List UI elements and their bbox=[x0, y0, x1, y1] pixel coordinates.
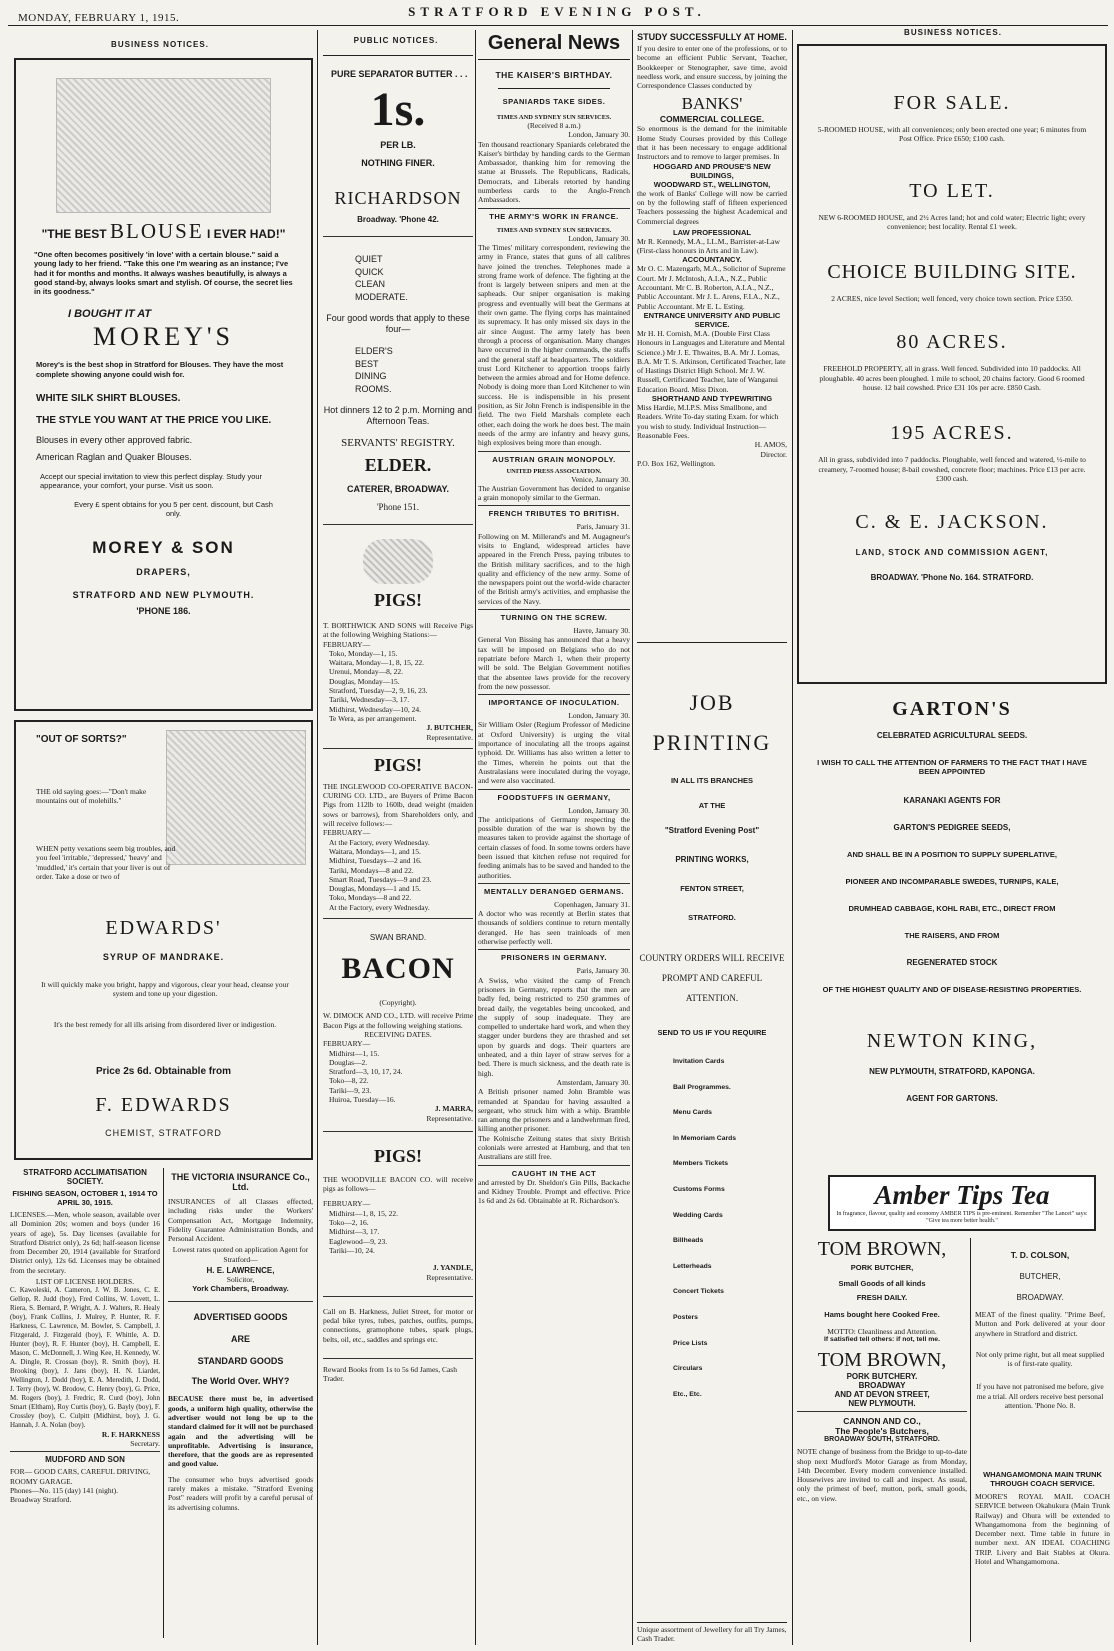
amber-sub: In fragrance, flavour, quality and economy AMBER TIPS is pre-eminent. Remember "The Lancet" says: "Give tea more better health." bbox=[836, 1211, 1088, 1224]
dateline: Havre, January 30. bbox=[573, 626, 630, 636]
land-agent: LAND, STOCK AND COMMISSION AGENT, bbox=[855, 548, 1049, 558]
price-1s: 1s. bbox=[370, 83, 426, 136]
accountancy-head: ACCOUNTANCY. bbox=[682, 255, 742, 265]
yandle-name: J. YANDLE, bbox=[432, 1263, 473, 1273]
whanga-coach-ad bbox=[975, 1470, 1110, 1566]
inglewood-body: THE INGLEWOOD CO-OPERATIVE BACON-CURING CO. LTD., are Buyers of Prime Bacon Pigs from 112lb to 160lb, dead weight (maiden sows or barrows), from Shareholders only, and will receive follows:— bbox=[323, 781, 473, 829]
army-body: The Times' military correspondent, reviewing the army in France, states that guns of all calibres have joined the trenches. Telephones made a strong frame work of defence. The fighting at the front is largely between snipers and men at the sapheads. Our sniper organisation is making progress and eventually will beat the Germans at their own game. The flying corps has maintained its supremacy. It has only missed six days in the air since August. The army lately has been through a process of organisation. Many changes have occurred in the higher commands, the staffs and the general staff at headquarters. The soldiers trust Lord Kitchener to apportion troops fairly between the armies abroad and for Home defence. Nobody is doing more than Lord Kitchener to win success. He is indispensible in his present position, as Sir John French is indispensible in the field. The two Field Marshals complete each other, each doing the work he does best. The main needs of the army are infantry and heavy guns, high explosives being more than enough. bbox=[478, 242, 630, 448]
newton-king: NEWTON KING, bbox=[866, 1030, 1038, 1052]
butcher-rep: Representative. bbox=[426, 732, 473, 742]
station-line: Te Wera, as per arrangement. bbox=[329, 713, 417, 723]
station-line: Tariki, Wednesday—3, 17. bbox=[329, 695, 410, 705]
borthwick-feb: FEBRUARY— bbox=[323, 639, 371, 649]
marra-name: J. MARRA, bbox=[434, 1104, 473, 1114]
printing-item: Price Lists bbox=[673, 1339, 708, 1347]
broadway-south: BROADWAY SOUTH, STRATFORD. bbox=[824, 1436, 940, 1444]
inoculation-head: IMPORTANCE OF INOCULATION. bbox=[488, 698, 620, 708]
job-printing-ad bbox=[637, 690, 787, 1407]
station-line: Huiroa, Tuesday—16. bbox=[329, 1094, 396, 1104]
received-time: (Received 8 a.m.) bbox=[527, 121, 581, 130]
section-label: BUSINESS NOTICES. bbox=[111, 40, 209, 49]
dateline: Copenhagen, January 31. bbox=[554, 899, 630, 909]
issue-date: MONDAY, FEBRUARY 1, 1915. bbox=[18, 12, 180, 24]
harkness-secretary: R. F. HARKNESS bbox=[101, 1430, 160, 1440]
wish-line: I WISH TO CALL THE ATTENTION OF FARMERS TO THE FACT THAT I HAVE BEEN APPOINTED bbox=[817, 758, 1087, 776]
public-notices bbox=[323, 55, 473, 1384]
printing-items bbox=[673, 1049, 787, 1407]
edwards-price: Price 2s 6d. Obtainable from bbox=[95, 1066, 232, 1077]
entrance-body: Mr H. H. Cornish, M.A. (Double First Class Honours in Languages and Literature and Mental Science.) Mr J. E. Thwaites, B.A. Mr J. Lomas, B.A. Mr T. S. Atkinson, Certificated Teacher, late of Hastings District High School. Mr J. W. Russell, Certificated Teacher, late of Wanganui Education Board. Miss Dixon. bbox=[637, 328, 786, 394]
study-head: STUDY SUCCESSFULLY AT HOME. bbox=[637, 32, 787, 42]
shorthand-body: Miss Hardie, M.I.P.S. Miss Smallbone, and Readers. Write To-day stating Exam. for which you wish to study. Individual Instruction—Reasonable Fees. bbox=[637, 403, 779, 440]
colson-broadway: BROADWAY. bbox=[1016, 1293, 1064, 1302]
secretary-label: Secretary. bbox=[130, 1439, 160, 1449]
insurance-body: INSURANCES of all Classes effected, including risks under the Workers' Compensation Act, Mortgage Indemnity, Fidelity Guarantee Administration Bonds, and Personal Accident. bbox=[168, 1197, 313, 1244]
printing-item: Concert Tickets bbox=[673, 1288, 724, 1296]
printing-item: Letterheads bbox=[673, 1262, 712, 1270]
law-body: Mr R. Kennedy, M.A., LL.M., Barrister-at-Law (First-class honours in Arts and in Law). bbox=[637, 236, 780, 256]
kaiser-body: Ten thousand reactionary Spaniards celebrated the Kaiser's birthday by handing cards to the German Ambassador, thanking him for removing the statue at Brussels. The Republicans, Radicals, Democrats, and Liberals retorted by handing numberless cards to the Anglo-French Ambassadors. bbox=[478, 139, 630, 205]
elders-line: BEST bbox=[355, 358, 379, 369]
tom-brown: TOM BROWN, bbox=[817, 1238, 947, 1260]
lawrence: H. E. LAWRENCE, bbox=[206, 1266, 275, 1276]
jackson-name: C. & E. JACKSON. bbox=[855, 511, 1049, 534]
chemist-line: CHEMIST, STRATFORD bbox=[105, 1128, 222, 1138]
printing-item: Menu Cards bbox=[673, 1109, 712, 1117]
station-line: Urenui, Monday—8, 22. bbox=[329, 667, 403, 677]
commercial-college: COMMERCIAL COLLEGE. bbox=[659, 114, 765, 125]
station-line: Toko—8, 22. bbox=[329, 1076, 369, 1086]
are-label: ARE bbox=[230, 1334, 250, 1345]
phone-151: 'Phone 151. bbox=[376, 502, 420, 512]
printing-item: Customs Forms bbox=[673, 1185, 725, 1193]
blouse-illustration bbox=[56, 78, 271, 213]
butcher-name: J. BUTCHER, bbox=[426, 723, 473, 733]
newton-towns: NEW PLYMOUTH, STRATFORD, KAPONGA. bbox=[869, 1067, 1035, 1076]
amber-tips-logo: Amber Tips Tea bbox=[874, 1180, 1050, 1210]
blouse-heading-a: "THE BEST bbox=[41, 227, 107, 241]
austrian-head: AUSTRIAN GRAIN MONOPOLY. bbox=[492, 454, 616, 464]
invitation: Accept our special invitation to view this perfect display. Study your appearance, your comfort, your purse. Visit us soon. bbox=[40, 472, 263, 491]
swan-brand: SWAN BRAND. bbox=[369, 933, 427, 943]
dateline: Paris, January 31. bbox=[576, 522, 630, 532]
pioneer-line: PIONEER AND INCOMPARABLE SWEDES, TURNIPS, KALE, bbox=[845, 877, 1059, 886]
broadway-label: BROADWAY bbox=[858, 1381, 906, 1391]
choice-site: CHOICE BUILDING SITE. bbox=[827, 261, 1077, 284]
prisoners-head: PRISONERS IN GERMANY. bbox=[501, 953, 607, 963]
shorthand-head: SHORTHAND AND TYPEWRITING bbox=[651, 394, 773, 404]
morey-firm: MOREY & SON bbox=[92, 538, 235, 558]
tom-brown-ad bbox=[797, 1238, 967, 1503]
victoria-title: THE VICTORIA INSURANCE Co., Ltd. bbox=[171, 1172, 310, 1192]
per-lb: PER LB. bbox=[380, 140, 416, 150]
morey-phone: 'PHONE 186. bbox=[136, 606, 191, 617]
consumer-body: The consumer who buys advertised goods rarely makes a mistake. "Stratford Evening Post" readers will profit by a careful perusal of its advertising columns. bbox=[168, 1474, 313, 1512]
position-line: AND SHALL BE IN A POSITION TO SUPPLY SUPERLATIVE, bbox=[847, 850, 1057, 859]
hoggard-buildings: HOGGARD AND PROUSE'S NEW BUILDINGS, bbox=[653, 161, 771, 180]
colson-name: T. D. COLSON, bbox=[1010, 1250, 1070, 1260]
dimock-list bbox=[323, 1049, 473, 1105]
public-notices-label: PUBLIC NOTICES. bbox=[353, 36, 439, 45]
printing-works: PRINTING WORKS, bbox=[675, 855, 749, 864]
syrup-of-mandrake: SYRUP OF MANDRAKE. bbox=[102, 952, 225, 962]
karamaki: KARANAKI AGENTS FOR bbox=[903, 796, 1001, 805]
dimock-feb: FEBRUARY— bbox=[323, 1039, 371, 1049]
job-title: JOB bbox=[689, 690, 735, 715]
all-branches: IN ALL ITS BRANCHES bbox=[670, 776, 754, 785]
caught-body: and arrested by Dr. Sheldon's Gin Pills, Backache and Kidney Trouble. Prompt and effective. Price 1s 6d and 2s 6d. Obtainable at R. Richardson's. bbox=[478, 1177, 630, 1206]
agent-for: AGENT FOR GARTONS. bbox=[906, 1094, 998, 1103]
eighty-body: FREEHOLD PROPERTY, all in grass. Well fenced. Subdivided into 10 paddocks. All ploughable. 40 acres been ploughed. 1 mile to school, 20 chains factory. Good 6 roomed house. 12 bail cowshed. Price £31 10s per acre. £850 Cash. bbox=[819, 364, 1085, 393]
york-chambers: York Chambers, Broadway. bbox=[192, 1284, 289, 1294]
sale-body: 5-ROOMED HOUSE, with all conveniences; only been erected one year; 6 minutes from Post Office. Price £650; £100 cash. bbox=[817, 125, 1087, 144]
banks-college-ad bbox=[637, 32, 787, 468]
edwards-remedy: It's the best remedy for all ills arising from disordered liver or indigestion. bbox=[53, 1020, 277, 1029]
amber-tips-ad bbox=[828, 1175, 1096, 1231]
eighty-acres: 80 ACRES. bbox=[896, 331, 1008, 354]
pigs-heading: PIGS! bbox=[373, 754, 422, 775]
acclim-title: STRATFORD ACCLIMATISATION SOCIETY. bbox=[23, 1168, 147, 1186]
moreys-body: Morey's is the best shop in Stratford for Blouses. They have the most complete showing anyone could wish for. bbox=[36, 360, 284, 379]
prime-body: Not only prime right, but all meat supplied is of first-rate quality. bbox=[975, 1349, 1105, 1369]
one95-body: All in grass, subdivided into 7 paddocks. Ploughable, well fenced and watered, ½-mile to creamery, 7-roomed house; 8-bail cowshed, concrete floor; machines. Price £13 per acre. £300 cash. bbox=[818, 455, 1086, 483]
section-label: BUSINESS NOTICES. bbox=[904, 28, 1002, 37]
mental-body: A doctor who was recently at Berlin states that thousands of soldiers continue to return mentally deranged. He has seen trainloads of men otherwise perfectly well. bbox=[478, 909, 630, 947]
cannon-co: CANNON AND CO., bbox=[843, 1416, 921, 1427]
advertised-goods: ADVERTISED GOODS bbox=[193, 1312, 288, 1323]
motto: MOTTO: Cleanliness and Attention. bbox=[827, 1327, 937, 1336]
receiving-dates: RECEIVING DATES. bbox=[364, 1029, 432, 1039]
out-of-sorts: "OUT OF SORTS?" bbox=[36, 734, 127, 745]
director-label: Director. bbox=[760, 449, 787, 459]
printing-item: Wedding Cards bbox=[673, 1211, 723, 1219]
dimock-body: W. DIMOCK AND CO., LTD. will receive Prime Bacon Pigs at the following weighing stations. bbox=[323, 1011, 473, 1030]
hot-dinners: Hot dinners 12 to 2 p.m. Morning and Afternoon Teas. bbox=[323, 405, 473, 426]
general-news bbox=[478, 32, 630, 1206]
mudford-phone: Phones—No. 115 (day) 141 (night). bbox=[10, 1485, 119, 1495]
reward-books: Reward Books from 1s to 5s 6d James, Cash Trader. bbox=[323, 1365, 457, 1384]
word-quick: QUICK bbox=[355, 266, 384, 277]
world-over: The World Over. WHY? bbox=[191, 1376, 290, 1387]
printing-item: Members Tickets bbox=[673, 1160, 729, 1168]
pigs-heading: PIGS! bbox=[373, 1145, 422, 1166]
printing-item: Billheads bbox=[673, 1237, 704, 1245]
jackson-ad bbox=[797, 44, 1107, 684]
station-line: Waitara, Monday—1, 8, 15, 22. bbox=[329, 658, 425, 668]
drumhead-line: DRUMHEAD CABBAGE, KOHL RABI, ETC., DIRECT FROM bbox=[848, 904, 1056, 913]
station-line: Tariki, Mondays—8 and 22. bbox=[329, 865, 414, 875]
one95-acres: 195 ACRES. bbox=[890, 422, 1014, 445]
patronise-body: If you have not patronised me before, give me a trial. All orders receive best personal attention. 'Phone No. 8. bbox=[976, 1382, 1104, 1411]
station-line: Midhirst, Wednesday—10, 24. bbox=[329, 704, 421, 714]
printing-item: Invitation Cards bbox=[673, 1058, 725, 1065]
spaniards-head: SPANIARDS TAKE SIDES. bbox=[502, 97, 606, 106]
borthwick-body: T. BORTHWICK AND SONS will Receive Pigs at the following Weighing Stations:— bbox=[323, 621, 473, 640]
printing-item: Posters bbox=[673, 1313, 698, 1321]
style-line: THE STYLE YOU WANT AT THE PRICE YOU LIKE. bbox=[36, 415, 272, 427]
station-line: Tariki—10, 24. bbox=[329, 1245, 375, 1255]
moore-body: MOORE'S ROYAL MAIL COACH SERVICE between Okahukura (Main Trunk Railway) and Ohura will be extended to Whangamomona from the beginning of December next. Time table in future in number next. AN IDEAL COACHING TRIP. Livery and Bait Stables at Okura. Hotel and Whangamomona. bbox=[975, 1492, 1110, 1567]
station-line: Douglas, Mondays—1 and 15. bbox=[329, 884, 421, 894]
station-line: Midhirst, Tuesdays—2 and 16. bbox=[329, 856, 422, 866]
other-fabric: Blouses in every other approved fabric. bbox=[36, 435, 193, 446]
general-news-title: General News bbox=[487, 32, 621, 54]
highest-line: OF THE HIGHEST QUALITY AND OF DISEASE-RESISTING PROPERTIES. bbox=[822, 985, 1082, 994]
station-line: Toko, Monday—1, 15. bbox=[329, 648, 398, 658]
mudford-body: FOR— GOOD CARS, CAREFUL DRIVING, ROOMY GARAGE. bbox=[10, 1467, 151, 1486]
fresh-daily: FRESH DAILY. bbox=[856, 1293, 908, 1302]
note-change: NOTE change of business from the Bridge to up-to-date shop next Mudford's Motor Garage as from Monday, 14th December. Every modern convenience installed. Housewives are invited to call and inspect. As usual, only the primest of beef, mutton, pork, small goods, etc., on view. bbox=[797, 1447, 967, 1503]
petty-vexations: WHEN petty vexations seem big troubles, and you feel 'irritable,' 'depressed,' 'heavy' and 'muddled,' it's certain that your liver is out of order. Take a dose or two of bbox=[36, 844, 176, 881]
station-line: Tariki—9, 23. bbox=[329, 1085, 372, 1095]
station-line: Midhirst—1, 8, 15, 22. bbox=[329, 1208, 398, 1218]
station-line: Douglas—2. bbox=[329, 1057, 368, 1067]
station-line: Eaglewood—9, 23. bbox=[329, 1236, 388, 1246]
blouse-heading-c: I EVER HAD!" bbox=[207, 227, 286, 241]
elders-line: ROOMS. bbox=[355, 383, 392, 394]
service-credit: UNITED PRESS ASSOCIATION. bbox=[506, 467, 602, 475]
unique-jewellery: Unique assortment of Jewellery for all Try James, Cash Trader. bbox=[637, 1625, 787, 1644]
army-head: THE ARMY'S WORK IN FRANCE. bbox=[489, 211, 619, 221]
elders-line: ELDER'S bbox=[355, 346, 393, 356]
richardson: RICHARDSON bbox=[334, 188, 462, 208]
station-line: Douglas, Monday—15. bbox=[329, 676, 400, 686]
bacon-logo: BACON bbox=[341, 952, 455, 986]
license-list-head: LIST OF LICENSE HOLDERS. bbox=[35, 1277, 135, 1287]
word-quiet: QUIET bbox=[355, 254, 383, 264]
elders-list bbox=[355, 345, 473, 395]
law-head: LAW PROFESSIONAL bbox=[673, 227, 751, 237]
white-silk: WHITE SILK SHIRT BLOUSES. bbox=[36, 393, 181, 405]
country-orders: COUNTRY ORDERS WILL RECEIVE PROMPT AND CAREFUL ATTENTION. bbox=[639, 953, 785, 1003]
woodville-list bbox=[323, 1209, 473, 1255]
richardson-phone: Broadway. 'Phone 42. bbox=[357, 215, 439, 224]
station-line: Toko, Mondays—8 and 22. bbox=[329, 893, 412, 903]
service-credit: TIMES AND SYDNEY SUN SERVICES. bbox=[496, 226, 612, 234]
woodward-st: WOODWARD ST., WELLINGTON, bbox=[653, 179, 771, 189]
inoculation-body: Sir William Osler (Regium Professor of Medicine at Oxford University) is urging the vital importance of inoculating all the troops against typhoid. Dr. Williams has also written a letter to the Times, wherein he points out that the Australasians were inoculated during the voyage, and were also vaccinated. bbox=[478, 720, 630, 786]
dateline: London, January 30. bbox=[568, 233, 630, 243]
blouse-body: "One often becomes positively 'in love' with a certain blouse." said a young lady to her friend. "Take this one I'm wearing as an instance; I've had it for months and months. It always washes beautifully, is always a good stand-by, always looks smart and stylish. Of course, the secret lies in its goodness." bbox=[34, 250, 293, 297]
food-body: The anticipations of Germany respecting the possible duration of the war is shown by the measures taken to provide against the shortage of certain classes of food. In some towns orders have been issued that kitchen refuse not required for feeding animals has to be saved and handed to the authorities. bbox=[478, 814, 630, 880]
harkness-ad: Call on B. Harkness, Juliet Street, for motor or pedal bike tyres, tubes, patches, outfits, pumps, connections, gramophone tubes, spark plugs, belts, oil, etc., saddles and springs etc. bbox=[323, 1306, 473, 1344]
let-body: NEW 6-ROOMED HOUSE, and 2½ Acres land; hot and cold water; Electric light; every convenience; best locality. Rental £1 week. bbox=[818, 212, 1086, 231]
yandle-rep: Representative. bbox=[426, 1272, 473, 1282]
borthwick-list bbox=[323, 649, 473, 723]
amsterdam-body: A British prisoner named John Bramble was remanded at Spandau for having assaulted a sergeant, who struck him with a whip. Bramble ran among the prisoners and a landwehrman fired, killing another prisoner. bbox=[478, 1087, 630, 1134]
french-head: FRENCH TRIBUTES TO BRITISH. bbox=[488, 509, 620, 519]
standard-goods: STANDARD GOODS bbox=[197, 1356, 284, 1367]
pig-illustration bbox=[363, 539, 433, 584]
colson-ad bbox=[975, 1250, 1105, 1410]
printing-item: In Memoriam Cards bbox=[673, 1134, 737, 1142]
station-line: Stratford, Tuesday—2, 9, 16, 23. bbox=[329, 686, 428, 696]
dateline: Paris, January 30. bbox=[576, 966, 630, 976]
whanga-head: WHANGAMOMONA MAIN TRUNK THROUGH COACH SERVICE. bbox=[983, 1470, 1102, 1488]
blouse-heading-b: BLOUSE bbox=[109, 219, 204, 243]
elder: ELDER. bbox=[364, 455, 432, 475]
mudford-address: Broadway Stratford. bbox=[10, 1495, 72, 1505]
word-clean: CLEAN bbox=[355, 279, 386, 289]
elders-line: DINING bbox=[355, 371, 387, 381]
send-to-us: SEND TO US IF YOU REQUIRE bbox=[657, 1028, 767, 1037]
peoples-butchers: The People's Butchers, bbox=[835, 1426, 929, 1437]
printing-title: PRINTING bbox=[652, 730, 772, 755]
drapers: DRAPERS, bbox=[136, 567, 191, 578]
banks-title: BANKS' bbox=[681, 94, 743, 114]
separator-butter: PURE SEPARATOR BUTTER . . . bbox=[331, 69, 468, 79]
f-edwards: F. EDWARDS bbox=[95, 1094, 232, 1116]
raisers-line: THE RAISERS, AND FROM bbox=[904, 931, 1000, 940]
station-line: Smart Road, Tuesdays—9 and 23. bbox=[329, 874, 432, 884]
morey-ad bbox=[14, 58, 313, 711]
enormous-body: So enormous is the demand for the inimitable Home Study Courses provided by this College that it has been necessary to engage additional Instructors and to remove to larger premises. In bbox=[637, 124, 787, 162]
insurance-rates: Lowest rates quoted on application Agent for Stratford— bbox=[172, 1245, 309, 1264]
staff-body: the work of Banks' College will now be carried on by the following staff of fifteen experienced Teachers possessing the highest Academical and Commercial degrees bbox=[637, 188, 787, 226]
pork-butcher: PORK BUTCHER, bbox=[850, 1263, 914, 1272]
bought-at: I BOUGHT IT AT bbox=[68, 308, 152, 321]
kaiser-head: THE KAISER'S BIRTHDAY. bbox=[495, 70, 613, 80]
screw-body: General Von Bissing has announced that a heavy tax will be imposed on Belgians who do not repatriate before March 1, when their property will be sold. The Belgian Government notifies that the absentee laws provide for the recovery from the new possessor. bbox=[478, 635, 630, 691]
dateline: London, January 30. bbox=[568, 711, 630, 721]
edwards-ad bbox=[14, 720, 313, 1160]
station-line: At the Factory, every Wednesday. bbox=[329, 837, 430, 847]
meat-body: MEAT of the finest quality. "Prime Beef, Mutton and Pork delivered at your door anywhere in Stratford and district. bbox=[975, 1310, 1105, 1338]
word-moderate: MODERATE. bbox=[355, 291, 408, 302]
jackson-phone: BROADWAY. 'Phone No. 164. STRATFORD. bbox=[870, 573, 1034, 583]
woodville-body: THE WOODVILLE BACON CO. will receive pigs as follows— bbox=[323, 1174, 473, 1194]
station-line: At the Factory, every Wednesday. bbox=[329, 902, 430, 912]
marra-rep: Representative. bbox=[426, 1113, 473, 1123]
satisfied: If satisfied tell others: if not, tell me. bbox=[824, 1336, 940, 1344]
caterer: CATERER, BROADWAY. bbox=[346, 484, 449, 494]
gartons-ad bbox=[797, 698, 1107, 1103]
mental-head: MENTALLY DERANGED GERMANS. bbox=[484, 886, 624, 896]
station-line: Midhirst—3, 17. bbox=[329, 1227, 380, 1237]
printing-item: Ball Programmes. bbox=[673, 1083, 731, 1091]
inglewood-feb: FEBRUARY— bbox=[323, 828, 371, 838]
raglan-line: American Raglan and Quaker Blouses. bbox=[36, 452, 192, 463]
pork-butchery: PORK BUTCHERY. bbox=[846, 1372, 918, 1382]
edwards-title: EDWARDS' bbox=[105, 917, 222, 939]
servants-registry: SERVANTS' REGISTRY. bbox=[341, 437, 455, 449]
stratford-label: STRATFORD. bbox=[688, 913, 736, 922]
service-credit: TIMES AND SYDNEY SUN SERVICES. bbox=[496, 114, 612, 121]
tom-brown-2: TOM BROWN, bbox=[817, 1349, 947, 1372]
victoria-insurance-ad bbox=[168, 1172, 313, 1512]
dateline: Venice, January 30. bbox=[571, 474, 630, 484]
fishing-season: FISHING SEASON, OCTOBER 1, 1914 TO APRIL 30, 1915. bbox=[12, 1189, 158, 1207]
new-plymouth: NEW PLYMOUTH. bbox=[848, 1399, 916, 1409]
fenton-street: FENTON STREET, bbox=[680, 884, 744, 893]
inglewood-list bbox=[323, 838, 473, 912]
dateline: London, January 30. bbox=[568, 130, 630, 140]
pigs-heading: PIGS! bbox=[373, 590, 422, 610]
man-illustration bbox=[166, 730, 306, 865]
licenses: LICENSES.—Men, whole season, available over all Dominion 20s; women and boys (under 16 years of age), 5s. Day licenses (available for Stratford District only), 2s 6d; half-season license from December 20, 1914 (available for Stratford District only), 12s 6d. Licenses may be obtained from the secretary. bbox=[10, 1210, 160, 1275]
nothing-finer: NOTHING FINER. bbox=[361, 158, 435, 168]
celebrated: CELEBRATED AGRICULTURAL SEEDS. bbox=[876, 731, 1028, 740]
accountancy-body: Mr O. C. Mazengarb, M.A., Solicitor of Supreme Court. Mr J. McIntosh, A.I.A., N.Z., Public Accountant. Mr C. B. Roberton, A.I.A., N.Z., Public Accountant. Mr J. L. Arens, F.I.A., N.Z., Public Accountant. Mr E. L. Esting. bbox=[637, 264, 786, 311]
copyright: (Copyright). bbox=[379, 998, 417, 1008]
screw-head: TURNING ON THE SCREW. bbox=[500, 613, 608, 623]
gartons-title: GARTON'S bbox=[892, 698, 1012, 720]
moreys-title: MOREY'S bbox=[92, 322, 235, 352]
dateline: London, January 30. bbox=[568, 805, 630, 815]
food-head: FOODSTUFFS IN GERMANY, bbox=[497, 792, 611, 802]
old-saying: THE old saying goes:—"Don't make mountains out of molehills." bbox=[36, 787, 147, 806]
for-sale: FOR SALE. bbox=[893, 92, 1011, 114]
sep-office: "Stratford Evening Post" bbox=[664, 826, 760, 835]
because-body: BECAUSE there must be, in advertised goods, a uniform high quality, otherwise the advertiser would not long be up to the standard claimed for it will not be purchased again and the advertising will be unprofitable. Advertising is insurance, therefore, that the goods are as represented and good value. bbox=[168, 1394, 313, 1469]
kolnische-body: The Kolnische Zeitung states that sixty British colonials were arrested at Hamburg, and that ten Australians are still free. bbox=[478, 1133, 630, 1162]
solicitor: Solicitor, bbox=[226, 1275, 255, 1285]
mudford-title: MUDFORD AND SON bbox=[45, 1455, 125, 1465]
caught-head: CAUGHT IN THE ACT bbox=[511, 1168, 597, 1178]
printing-item: Etc., Etc. bbox=[673, 1390, 702, 1398]
acclimatisation-notice bbox=[10, 1168, 160, 1505]
at-the: AT THE bbox=[698, 801, 726, 810]
colson-butcher: BUTCHER, bbox=[1019, 1272, 1061, 1281]
four-words bbox=[355, 253, 473, 303]
study-body: If you desire to enter one of the professions, or to become an efficient Public Servant, Teacher, Bookkeeper or Stenographer, save time, avoid needless work, and ensure success, by joining the Correspondence Classes conducted by bbox=[637, 44, 787, 91]
entrance-head: ENTRANCE UNIVERSITY AND PUBLIC SERVICE. bbox=[643, 310, 781, 329]
edwards-body: It will quickly make you bright, happy and vigorous, clear your head, cleanse your system and tone up your digestion. bbox=[41, 980, 289, 999]
austrian-body: The Austrian Government has decided to organise a grain monopoly similar to the German. bbox=[478, 483, 630, 503]
four-words-text: Four good words that apply to these four— bbox=[326, 313, 470, 334]
station-line: Stratford—3, 10, 17, 24. bbox=[329, 1067, 403, 1077]
discount: Every £ spent obtains for you 5 per cent. discount, but Cash only. bbox=[74, 499, 273, 518]
po-box: P.O. Box 162, Wellington. bbox=[637, 458, 716, 468]
amos-name: H. AMOS, bbox=[754, 440, 787, 450]
station-line: Midhirst—1, 15. bbox=[329, 1048, 380, 1058]
license-list: C. Kawoleski, A. Cameron, J. W. B. Jones, C. E. Gellop, R. Judd (boy), Fred Collins, W. Lovett, L. Riera, S. Bernard, P. Wright, A. J. Walters, R. Healy (boy), Frank Collins, J. Mulrey, P. Hunter, R. F. Harkness, C. Lawrence, M. Bowler, S. Campbell, J. Fitzgerald, J. Fitzgerald (boy), F. Whittle, A. D. Hunter (boy), R. F. Hunter (boy), H. Campbell, E. Mason, C. McDonnell, J. Wing Kee, H. Kennedy, W. A. Dingle, R. Crossan (boy), R. Smith (boy), H. Brooking (boy), J. Jans (boy), H. N. Liardet, Wellington, J. Dodd (boy), E. A. Meredith, J. Dodd, J. Terry (boy), W. Brodow, C. Henry (boy), G. Price, M. Rogers (boy), J. Fredric, R. Curd (boy), John Smart (Eltham), Roy Curtis (boy), G. Bayly (boy), F. Crossley (boy), C. Culpitt (Midhirst, boy), J. G. Hannah, J. A. Nolan (boy). bbox=[10, 1286, 160, 1430]
devon-street: AND AT DEVON STREET, bbox=[834, 1390, 930, 1400]
hams: Hams bought here Cooked Free. bbox=[824, 1310, 940, 1319]
printing-item: Circulars bbox=[673, 1365, 703, 1373]
to-let: TO LET. bbox=[909, 179, 995, 202]
morey-towns: STRATFORD AND NEW PLYMOUTH. bbox=[72, 590, 255, 601]
small-goods: Small Goods of all kinds bbox=[838, 1279, 926, 1288]
french-body: Following on M. Millerand's and M. Augagneur's visits to England, widespread articles have appeared in the French Press, paying tributes to the British military sacrifices, and to the high quality and efficiency of the new army. Some of the newspapers point out the world-wide character of the British army's activities, and emphasise the services of the Navy. bbox=[478, 531, 630, 606]
masthead-title: STRATFORD EVENING POST. bbox=[408, 4, 706, 19]
woodville-feb: FEBRUARY— bbox=[323, 1199, 371, 1209]
regenerated: REGENERATED STOCK bbox=[906, 958, 998, 967]
choice-body: 2 ACRES, nice level Section; well fenced, very choice town section. Price £350. bbox=[831, 294, 1073, 304]
station-line: Toko—2, 16. bbox=[329, 1218, 369, 1228]
prisoners-body: A Swiss, who visited the camp of French prisoners in Germany, reports that the men are badly fed, being restricted to 250 grammes of bread daily, the vegetables being uncooked, and the supply of soup inadequate. They are compelled to undertake hard work, and when they stagger under burdens they are thrashed and set upon by guards and dogs. Their quarters are unheated, and a thin layer of straw serves for a bed. There is much sickness, and the death rate is high. bbox=[478, 975, 630, 1078]
dateline: Amsterdam, January 30. bbox=[556, 1077, 630, 1087]
pedigree: GARTON'S PEDIGREE SEEDS, bbox=[893, 823, 1011, 832]
station-line: Waitara, Mondays—1, and 15. bbox=[329, 846, 421, 856]
